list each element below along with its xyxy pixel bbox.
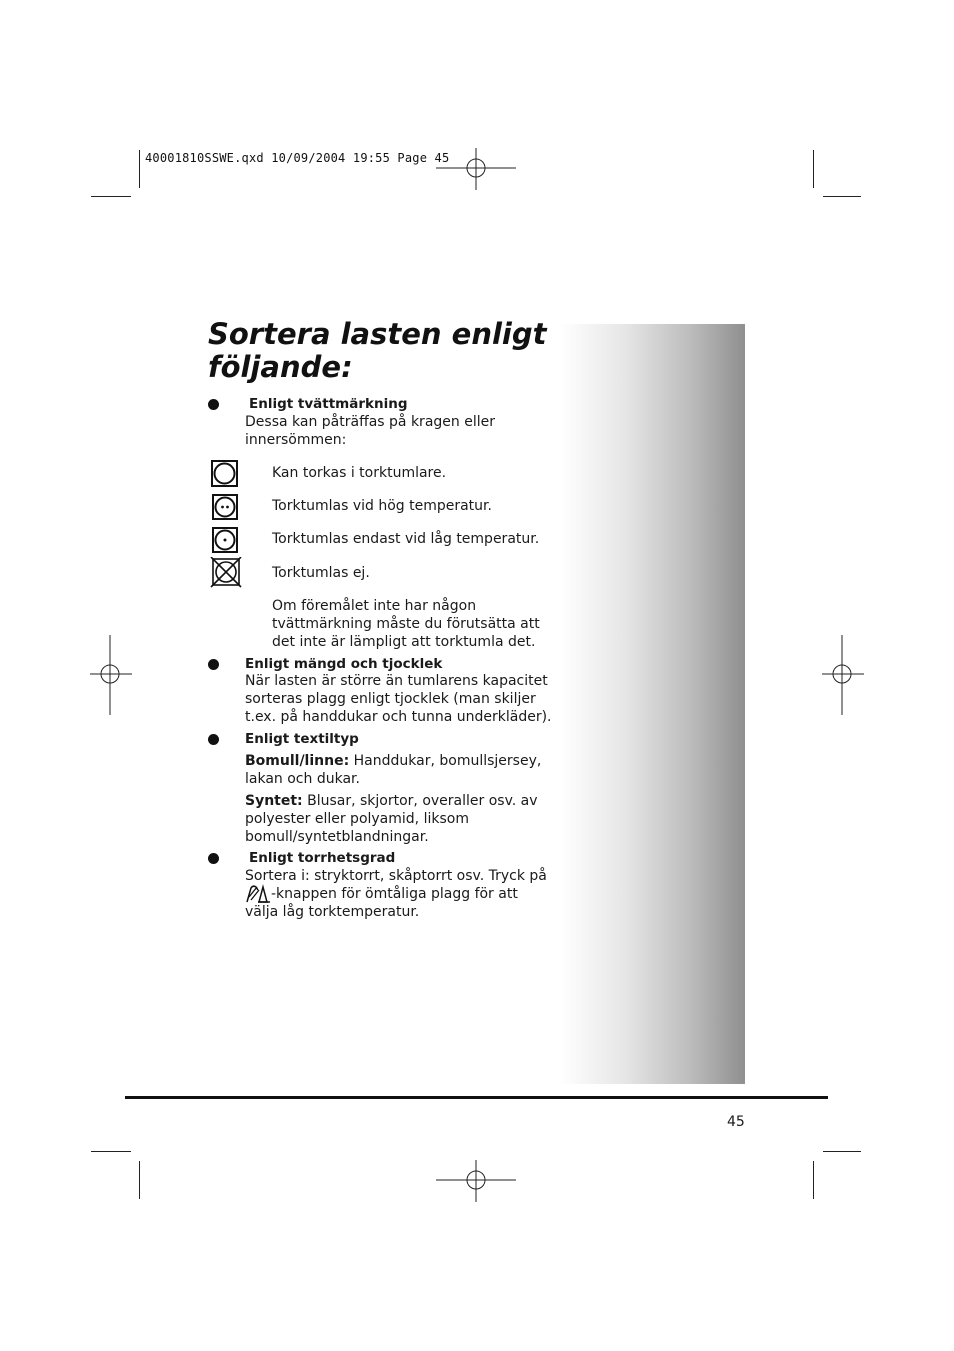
symbol-label: Kan torkas i torktumlare. (272, 465, 447, 481)
bullet-icon (208, 734, 219, 745)
gradient-panel (560, 324, 745, 1084)
section-heading-textile: Enligt textiltyp (245, 731, 359, 747)
bullet-icon (208, 659, 219, 670)
section-text: När lasten är större än tumlarens kapacitet sorteras plagg enligt tjocklek (man skiljer t.ex. på handdukar och tunna underkläder). (245, 673, 552, 725)
cotton-text: Bomull/linne: Handdukar, bomullsjersey, lakan och dukar. (245, 753, 542, 787)
symbol-label: Torktumlas ej. (272, 565, 370, 581)
registration-mark-right (822, 635, 864, 715)
section-heading-amount: Enligt mängd och tjocklek (245, 656, 443, 672)
section-heading-care-label: Enligt tvättmärkning (249, 396, 408, 412)
section-text: Sortera i: stryktorrt, skåptorrt osv. Tryck på -knappen för ömtåliga plagg för att välja låg torktemperatur. (245, 868, 547, 920)
note-text: Om föremålet inte har någon tvättmärkning måste du förutsätta att det inte är lämpligt att torktumla det. (272, 598, 540, 650)
do-not-tumble-dry-icon (210, 557, 242, 588)
tumble-dry-high-icon (212, 494, 238, 520)
page-title: Sortera lasten enligt följande: (208, 317, 547, 384)
synthetic-text: Syntet: Blusar, skjortor, overaller osv. av polyester eller polyamid, liksom bomull/syntetblandningar. (245, 793, 538, 845)
delicate-button-icon (245, 884, 271, 904)
tumble-dry-low-icon (212, 527, 238, 553)
bullet-icon (208, 399, 219, 410)
symbol-label: Torktumlas vid hög temperatur. (272, 498, 492, 514)
section-text: Dessa kan påträffas på kragen eller innersömmen: (245, 414, 495, 448)
bullet-icon (208, 853, 219, 864)
footer-rule (125, 1096, 828, 1099)
registration-mark-top (436, 148, 518, 190)
page-number: 45 (727, 1114, 745, 1130)
registration-mark-left (90, 635, 132, 715)
print-slug: 40001810SSWE.qxd 10/09/2004 19:55 Page 45 (145, 151, 450, 165)
registration-mark-bottom (436, 1160, 518, 1202)
tumble-dry-icon (211, 460, 238, 487)
symbol-label: Torktumlas endast vid låg temperatur. (272, 531, 540, 547)
section-heading-dryness: Enligt torrhetsgrad (249, 850, 396, 866)
